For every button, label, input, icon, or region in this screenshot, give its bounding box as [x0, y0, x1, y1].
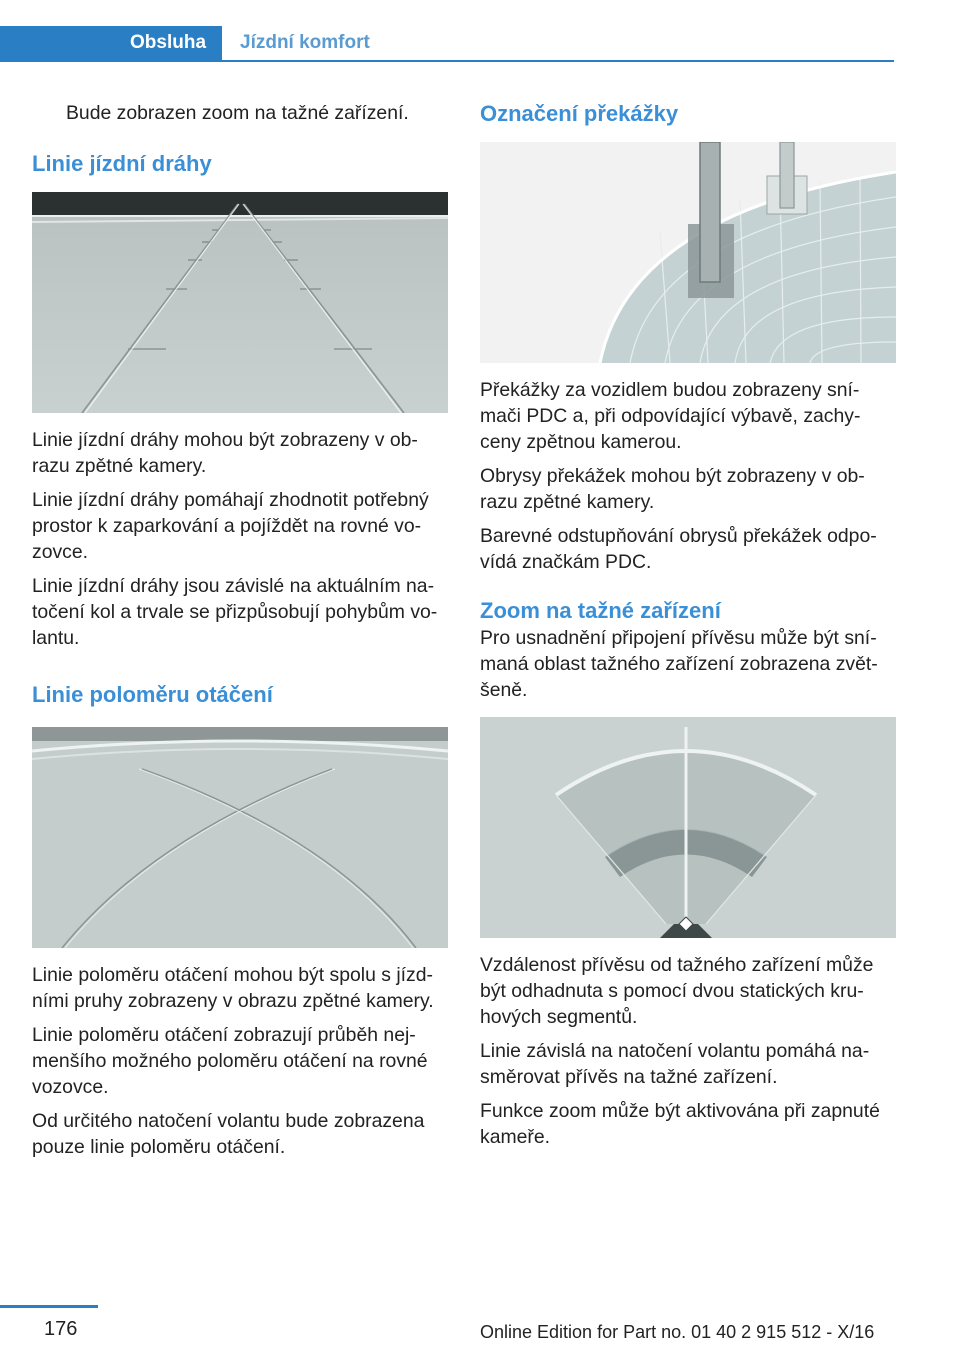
header-tabs — [0, 26, 894, 62]
intro-text: Bude zobrazen zoom na tažné zařízení. — [66, 102, 409, 124]
figure-turning-radius-lines — [32, 727, 448, 948]
paragraph: Obrysy překážek mohou být zobrazeny v ob‐ razu zpětné kamery. — [480, 465, 865, 513]
header-rule — [222, 60, 894, 62]
paragraph: Linie jízdní dráhy jsou závislé na aktuálním na‐ točení kol a trvale se přizpůsobují pohybům vo‐ lantu. — [32, 575, 438, 649]
heading-linie-polomeru-otaceni: Linie poloměru otáčení — [32, 682, 273, 707]
figure-obstacle-marking — [480, 142, 896, 363]
obstacle-illustration — [480, 142, 896, 363]
edition-text: Online Edition for Part no. 01 40 2 915 512 - X/16 — [480, 1322, 875, 1342]
right-column — [480, 100, 896, 1158]
figure-driving-path-lines — [32, 192, 448, 413]
driving-path-illustration — [32, 192, 448, 413]
heading-oznaceni-prekazky: Označení překážky — [480, 101, 679, 126]
page-number: 176 — [44, 1318, 78, 1340]
paragraph: Vzdálenost přívěsu od tažného zařízení může být odhadnuta s pomocí dvou statických kru‐ hových segmentů. — [480, 954, 874, 1028]
paragraph: Linie jízdní dráhy pomáhají zhodnotit potřebný prostor k zaparkování a pojíždět na rovné vo‐ zovce. — [32, 489, 429, 563]
paragraph: Linie závislá na natočení volantu pomáhá na‐ směrovat přívěs na tažné zařízení. — [480, 1040, 870, 1088]
heading-linie-jizdni-drahy: Linie jízdní dráhy — [32, 151, 212, 176]
left-column — [32, 100, 448, 1168]
tab-obsluha[interactable]: Obsluha — [0, 26, 222, 62]
paragraph: Linie jízdní dráhy mohou být zobrazeny v ob‐ razu zpětné kamery. — [32, 429, 418, 477]
paragraph: Překážky za vozidlem budou zobrazeny sní‐ mači PDC a, při odpovídající výbavě, zachy‐ ceny zpětnou kamerou. — [480, 379, 861, 453]
paragraph: Od určitého natočení volantu bude zobrazena pouze linie poloměru otáčení. — [32, 1110, 425, 1158]
paragraph: Pro usnadnění připojení přívěsu může být sní‐ maná oblast tažného zařízení zobrazena zvět‐ šeně. — [480, 627, 878, 701]
paragraph: Linie poloměru otáčení mohou být spolu s jízd‐ ními pruhy zobrazeny v obrazu zpětné kamery. — [32, 964, 434, 1012]
paragraph: Barevné odstupňování obrysů překážek odpo‐ vídá značkám PDC. — [480, 525, 877, 573]
hitch-zoom-illustration — [480, 717, 896, 938]
figure-trailer-hitch-zoom — [480, 717, 896, 938]
paragraph: Funkce zoom může být aktivována při zapnuté kameře. — [480, 1100, 880, 1148]
paragraph: Linie poloměru otáčení zobrazují průběh nej‐ menšího možného poloměru otáčení na rovné vozovce. — [32, 1024, 428, 1098]
tab-jizdni-komfort[interactable]: Jízdní komfort — [240, 32, 370, 53]
turning-radius-illustration — [32, 727, 448, 948]
heading-zoom-na-tazne-zarizeni: Zoom na tažné zařízení — [480, 598, 721, 623]
footer-rule — [0, 1305, 98, 1308]
